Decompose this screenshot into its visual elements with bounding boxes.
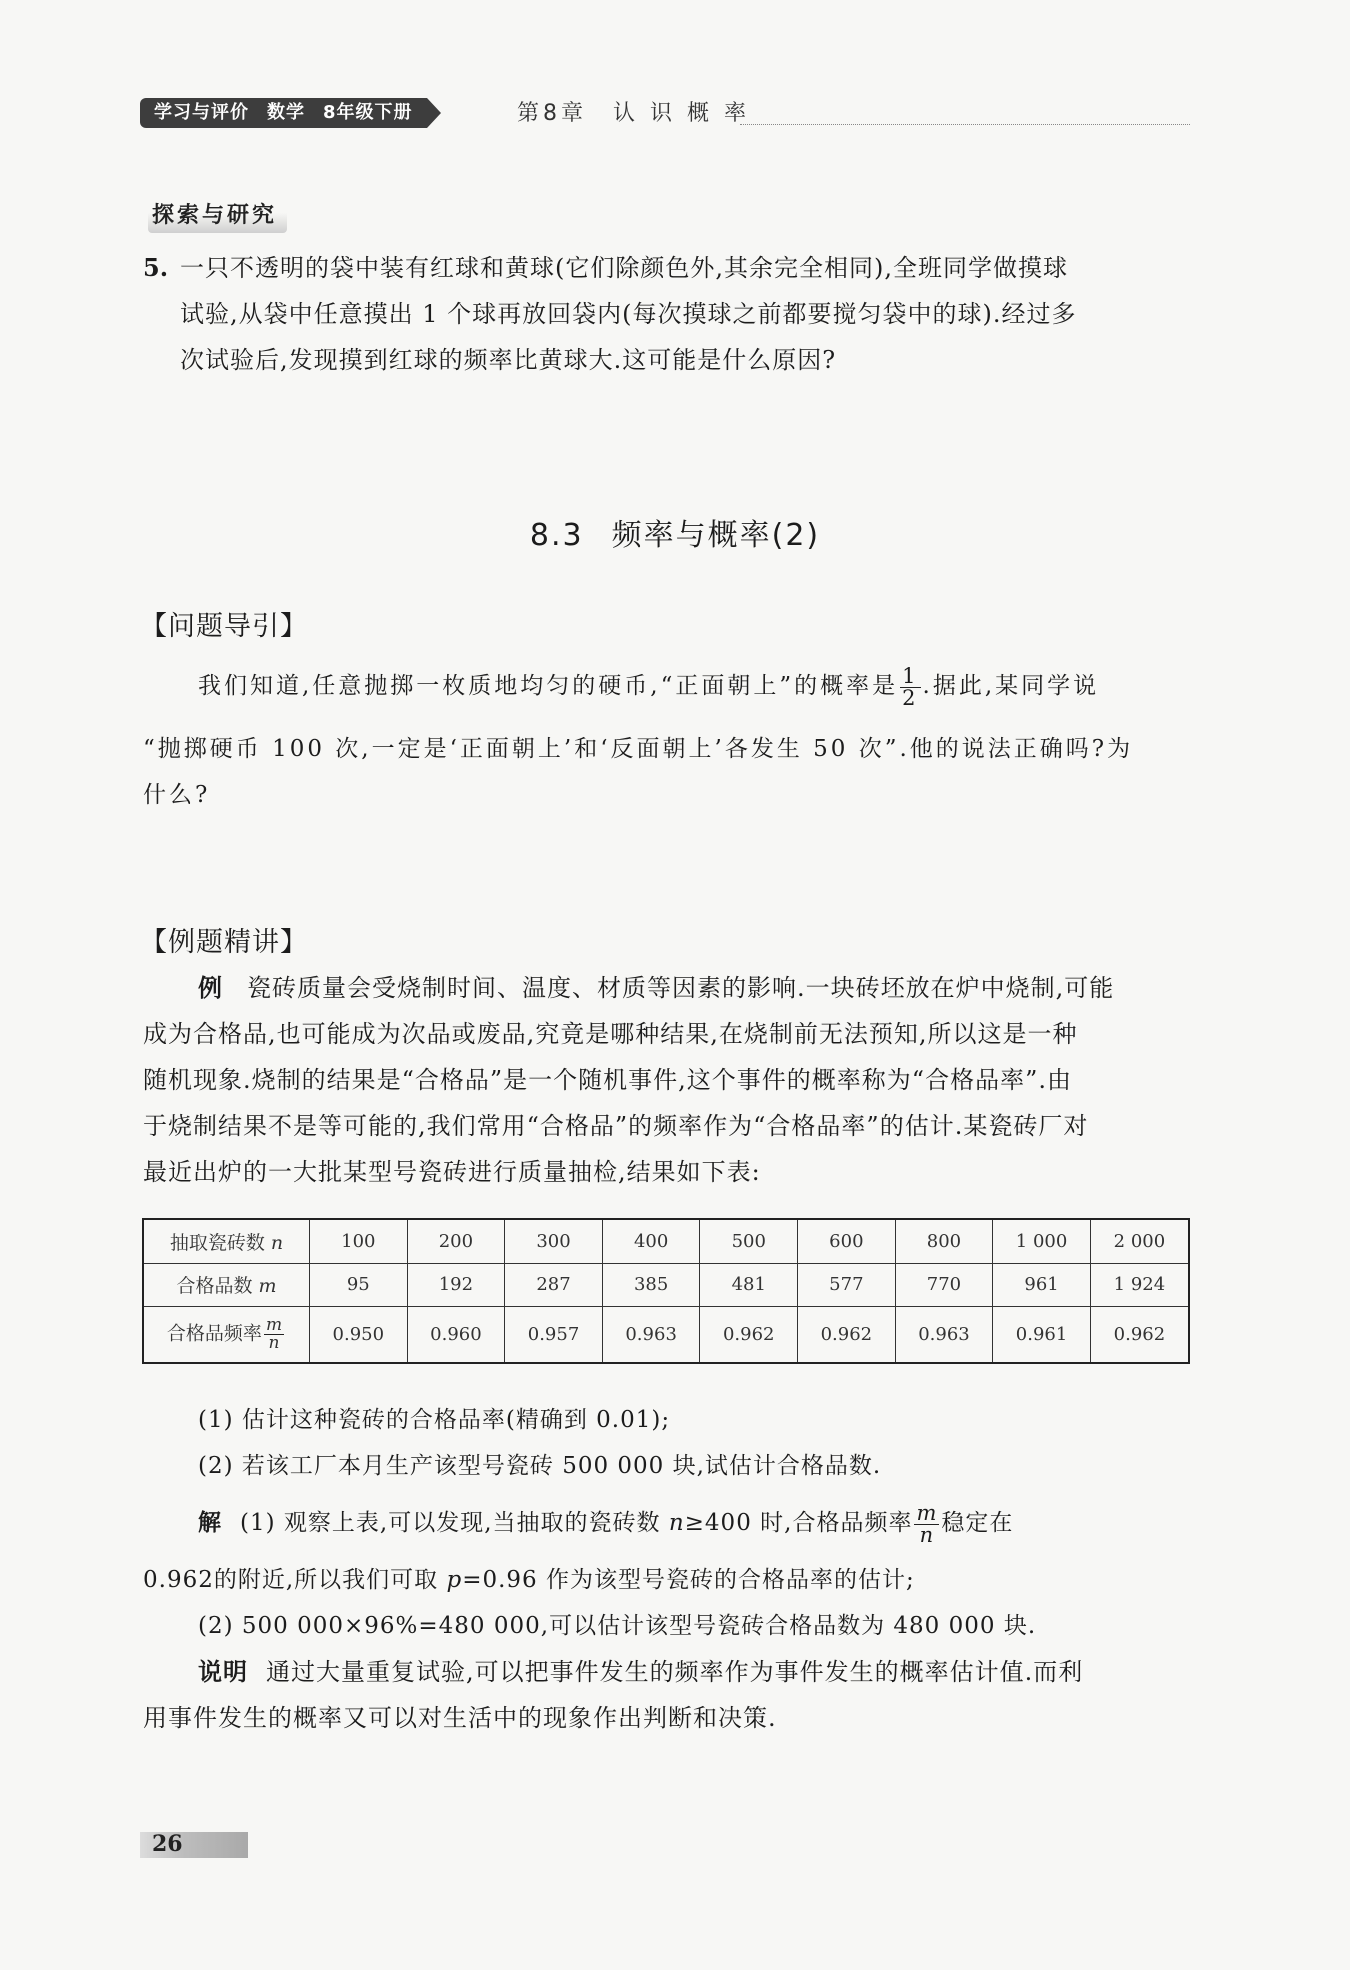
row-header-text: 合格品数 xyxy=(176,1275,253,1298)
sub-question-1: (1) 估计这种瓷砖的合格品率(精确到 0.01); xyxy=(198,1407,671,1433)
fraction-denominator: n xyxy=(919,1522,935,1547)
solution-label: 解 xyxy=(198,1509,222,1536)
table-cell: 1 924 xyxy=(1090,1263,1189,1306)
example-text: 瓷砖质量会受烧制时间、温度、材质等因素的影响.一块砖坯放在炉中烧制,可能 xyxy=(247,974,1115,1002)
example-label: 例 xyxy=(198,973,223,1002)
table-cell: 0.957 xyxy=(505,1306,603,1363)
example-line: 随机现象.烧制的结果是“合格品”是一个随机事件,这个事件的概率称为“合格品率”.由 xyxy=(143,1066,1072,1094)
table-cell: 770 xyxy=(895,1263,993,1306)
fraction-m-over-n xyxy=(264,1314,284,1353)
table-cell: 300 xyxy=(505,1219,603,1263)
table-cell: 287 xyxy=(505,1263,603,1306)
explore-tag: 探索与研究 xyxy=(148,196,287,233)
book-title-badge xyxy=(140,98,427,128)
row-header-variable: m xyxy=(258,1275,277,1298)
table-cell: 600 xyxy=(798,1219,896,1263)
table-cell: 0.962 xyxy=(798,1306,896,1363)
fraction-numerator: 1 xyxy=(902,663,919,688)
table-cell: 577 xyxy=(798,1263,896,1306)
section-heading xyxy=(0,510,1350,554)
guide-line: “抛掷硬币 100 次,一定是‘正面朝上’和‘反面朝上’各发生 50 次”.他的说法正确吗?为 xyxy=(143,736,1134,762)
note-label: 说明 xyxy=(198,1657,248,1686)
table-row xyxy=(143,1306,1189,1363)
subject-label: 数学 xyxy=(267,102,305,123)
example-line: 最近出炉的一大批某型号瓷砖进行质量抽检,结果如下表: xyxy=(143,1158,761,1186)
guide-text: 我们知道,任意抛掷一枚质地均匀的硬币,“正面朝上”的概率是 xyxy=(198,673,899,699)
table-cell: 0.962 xyxy=(700,1306,798,1363)
table-cell: 1 000 xyxy=(993,1219,1091,1263)
table-cell: 961 xyxy=(993,1263,1091,1306)
table-cell: 0.950 xyxy=(310,1306,408,1363)
variable-p: p xyxy=(446,1567,463,1593)
table-cell: 95 xyxy=(310,1263,408,1306)
table-row xyxy=(143,1219,1189,1263)
table-cell: 400 xyxy=(602,1219,700,1263)
solution-text: 0.962的附近,所以我们可取 xyxy=(143,1567,439,1593)
row-header xyxy=(143,1219,310,1263)
example-line: 成为合格品,也可能成为次品或废品,究竟是哪种结果,在烧制前无法预知,所以这是一种 xyxy=(143,1020,1078,1048)
fraction-numerator: m xyxy=(265,1314,283,1335)
table-cell: 481 xyxy=(700,1263,798,1306)
note-text: 通过大量重复试验,可以把事件发生的频率作为事件发生的概率估计值.而利 xyxy=(266,1658,1084,1686)
solution-text: ≥400 时,合格品频率 xyxy=(684,1510,913,1536)
question-number: 5. xyxy=(143,253,169,282)
row-header-text: 合格品频率 xyxy=(166,1322,262,1345)
table-cell: 200 xyxy=(407,1219,505,1263)
question-line: 一只不透明的袋中装有红球和黄球(它们除颜色外,其余完全相同),全班同学做摸球 xyxy=(180,254,1068,282)
note-line: 用事件发生的概率又可以对生活中的现象作出判断和决策. xyxy=(143,1704,777,1732)
row-header xyxy=(143,1263,310,1306)
example-line: 于烧制结果不是等可能的,我们常用“合格品”的频率作为“合格品率”的估计.某瓷砖厂对 xyxy=(143,1112,1089,1140)
example-tag: 【例题精讲】 xyxy=(140,927,308,958)
variable-n: n xyxy=(668,1510,685,1536)
row-header-text: 抽取瓷砖数 xyxy=(169,1231,265,1254)
table-cell: 0.963 xyxy=(895,1306,993,1363)
note-line xyxy=(198,1649,1083,1695)
solution-line: (2) 500 000×96%=480 000,可以估计该型号瓷砖合格品数为 480 000 块. xyxy=(198,1613,1037,1639)
guide-text: .据此,某同学说 xyxy=(922,673,1100,699)
page-number: 26 xyxy=(152,1831,183,1857)
page-number-badge xyxy=(140,1832,248,1858)
table-cell: 385 xyxy=(602,1263,700,1306)
section-number: 8.3 xyxy=(529,518,584,553)
table-cell: 0.961 xyxy=(993,1306,1091,1363)
table-cell: 500 xyxy=(700,1219,798,1263)
section-title: 频率与概率(2) xyxy=(611,518,821,553)
table-cell: 0.963 xyxy=(602,1306,700,1363)
question-line: 试验,从袋中任意摸出 1 个球再放回袋内(每次摸球之前都要搅匀袋中的球).经过多 xyxy=(180,300,1077,328)
table-cell: 192 xyxy=(407,1263,505,1306)
guide-line xyxy=(198,663,1099,709)
table-cell: 0.960 xyxy=(407,1306,505,1363)
table-cell: 800 xyxy=(895,1219,993,1263)
chapter-title: 第8章 认 识 概 率 xyxy=(517,101,750,126)
solution-text: =0.96 作为该型号瓷砖的合格品率的估计; xyxy=(462,1567,915,1593)
fraction-denominator: 2 xyxy=(902,685,919,710)
sub-question-2: (2) 若该工厂本月生产该型号瓷砖 500 000 块,试估计合格品数. xyxy=(198,1453,882,1479)
sampling-table xyxy=(142,1218,1190,1364)
guide-line: 什么? xyxy=(143,782,211,808)
fraction-denominator: n xyxy=(268,1332,280,1353)
table-row xyxy=(143,1263,1189,1306)
solution-line xyxy=(143,1557,915,1603)
fraction-m-over-n xyxy=(914,1500,939,1547)
solution-line xyxy=(198,1500,1013,1546)
example-line xyxy=(198,965,1114,1011)
solution-text: (1) 观察上表,可以发现,当抽取的瓷砖数 xyxy=(240,1510,661,1536)
guide-tag: 【问题导引】 xyxy=(140,611,308,642)
fraction-numerator: m xyxy=(916,1500,938,1525)
series-label: 学习与评价 xyxy=(154,102,249,123)
row-header xyxy=(143,1306,310,1363)
table-cell: 100 xyxy=(310,1219,408,1263)
fraction-one-half xyxy=(900,663,920,710)
table-cell: 2 000 xyxy=(1090,1219,1189,1263)
solution-text: 稳定在 xyxy=(941,1510,1014,1536)
table-cell: 0.962 xyxy=(1090,1306,1189,1363)
header-divider xyxy=(740,124,1190,125)
grade-label: 8年级下册 xyxy=(323,102,413,123)
question-line: 次试验后,发现摸到红球的频率比黄球大.这可能是什么原因? xyxy=(180,346,837,374)
row-header-variable: n xyxy=(270,1231,284,1254)
